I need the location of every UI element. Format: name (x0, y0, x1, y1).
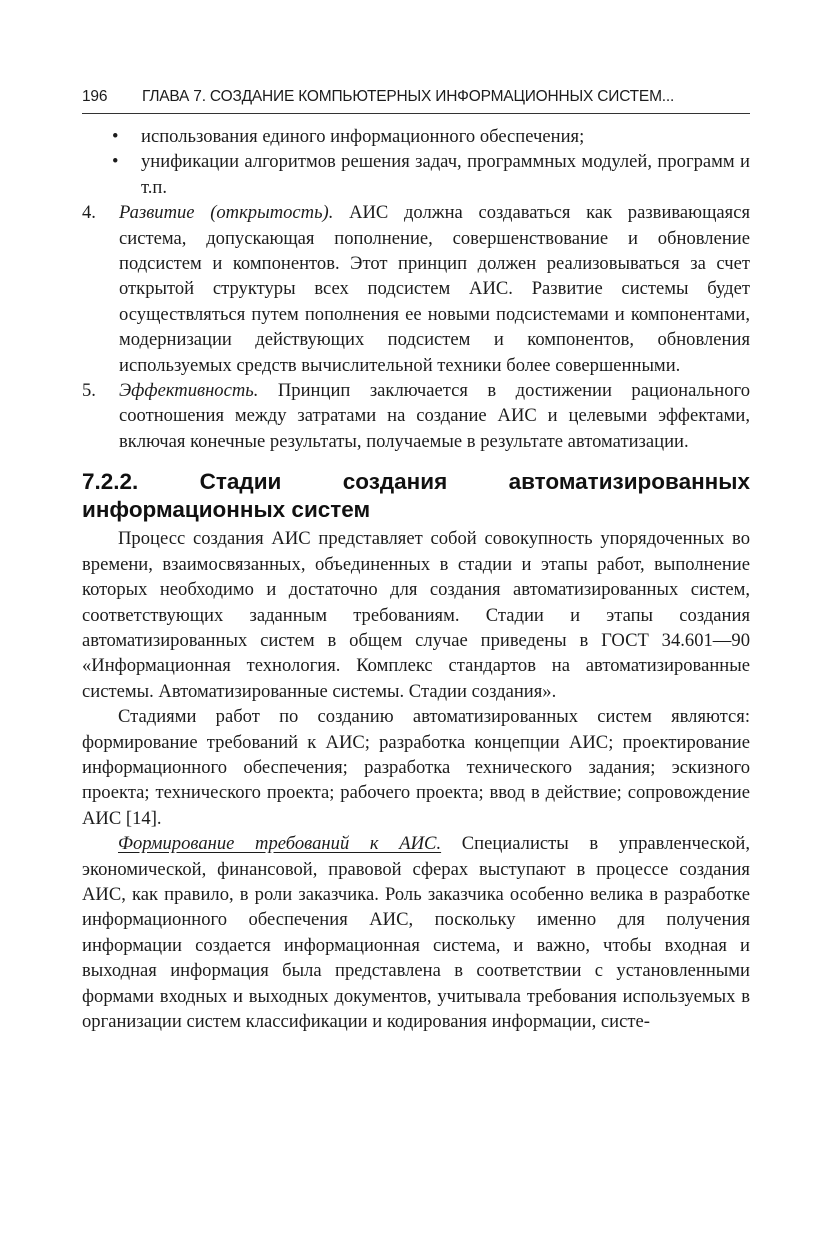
paragraph-text: Специалисты в управленческой, экономической, финансовой, правовой сферах выступают в процессе создания АИС, как правило, в роли заказчика. Роль заказчика особенно велика в разработке информационного обеспечения АИС, поскольку именно для получения информации создается информационная система, и важно, чтобы входная и выходная информация была представлена в соответствии с установленными формами входных и выходных документов, учитывала требования используемых в организации систем классификации и кодирования информации, систе- (82, 833, 750, 1032)
bullet-icon: • (112, 151, 119, 173)
item-text: АИС должна создаваться как развивающаяся система, допускающая пополнение, совершенствование и обновление подсистем и компонентов. Этот принцип должен реализовываться за счет открытой структуры всех подсистем АИС. Развитие системы будет осуществляться путем пополнения ее новыми подсистемами и компонентами, модернизации действующих подсистем и компонентов, обновления используемых средств вычислительной техники более совершенными. (119, 202, 751, 376)
paragraph (82, 831, 750, 1034)
numbered-list (82, 200, 750, 454)
item-term: Эффективность. (119, 380, 259, 402)
running-header (82, 88, 750, 114)
bullet-item (82, 124, 750, 149)
paragraph: Стадиями работ по созданию автоматизированных систем являются: формирование требований к АИС; разработка концепции АИС; проектирование информационного обеспечения; разработка технического задания; эскизного проекта; технического проекта; рабочего проекта; ввод в действие; сопровождение АИС [14]. (82, 706, 750, 829)
book-page (82, 88, 750, 1034)
paragraph: Процесс создания АИС представляет собой совокупность упорядоченных во времени, взаимосвязанных, объединенных в стадии и этапы работ, выполнение которых необходимо и достаточно для создания автоматизированных систем, соответствующих заданным требованиям. Стадии и этапы создания автоматизированных систем в общем случае приведены в ГОСТ 34.601—90 «Информационная технология. Комплекс стандартов на автоматизированные системы. Автоматизированные системы. Стадии создания». (82, 528, 750, 702)
bullet-text: унификации алгоритмов решения задач, программных модулей, программ и т.п. (141, 151, 750, 198)
item-text: Принцип заключается в достижении рационального соотношения между затратами на создание АИС и целевыми эффектами, включая конечные результаты, получаемые в результате автоматизации. (119, 380, 750, 452)
page-number: 196 (82, 88, 108, 105)
bullet-text: использования единого информационного обеспечения; (141, 126, 585, 147)
bullet-icon: • (112, 126, 119, 147)
numbered-item (82, 200, 750, 378)
page-body (82, 124, 750, 1034)
item-number: 5. (82, 380, 96, 402)
item-term: Развитие (открытость). (119, 202, 334, 224)
chapter-title: ГЛАВА 7. СОЗДАНИЕ КОМПЬЮТЕРНЫХ ИНФОРМАЦИОННЫХ СИСТЕМ... (142, 88, 675, 105)
section-heading: 7.2.2. Стадии создания автоматизированных информационных систем (82, 469, 750, 523)
bullet-item (82, 149, 750, 200)
item-number: 4. (82, 202, 96, 224)
paragraph-term: Формирование требований к АИС. (118, 833, 442, 855)
bullet-list (82, 124, 750, 200)
numbered-item (82, 378, 750, 454)
